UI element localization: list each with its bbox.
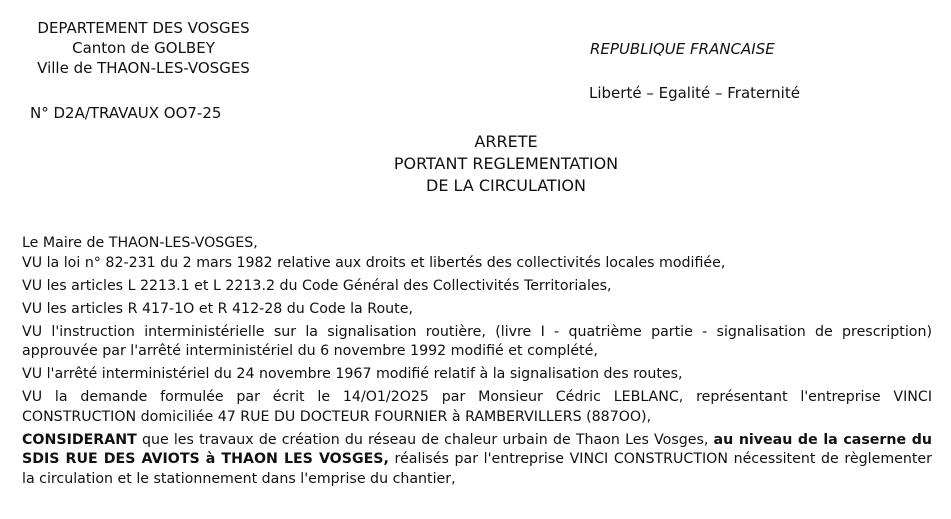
vu-paragraph-6: VU la demande formulée par écrit le 14/O1/2O25 par Monsieur Cédric LEBLANC, représentant l'entreprise VINCI CONSTRUCTION domiciliée 47 RUE DU DOCTEUR FOURNIER à RAMBERVILLERS (887OO),: [22, 389, 932, 425]
document-body: [22, 234, 932, 493]
considerant-location: au niveau de la caserne du SDIS RUE DES AVIOTS à THAON LES VOSGES,: [22, 431, 932, 467]
canton-name: Canton de GOLBEY: [72, 39, 215, 57]
title-line-2: PORTANT REGLEMENTATION: [393, 154, 619, 173]
vu-paragraph-5: VU l'arrêté interministériel du 24 novembre 1967 modifié relatif à la signalisation des routes,: [22, 366, 683, 382]
national-motto: Liberté – Egalité – Fraternité: [589, 84, 800, 102]
title-line-3: DE LA CIRCULATION: [426, 176, 586, 195]
department-name: DEPARTEMENT DES VOSGES: [37, 19, 250, 37]
vu-paragraph-4: VU l'instruction interministérielle sur la signalisation routière, (livre I - quatrième partie - signalisation de prescription) approuvée par l'arrêté interministériel du 6 novembre 1992 modifié et complété,: [22, 323, 932, 359]
vu-paragraph-1: VU la loi n° 82-231 du 2 mars 1982 relative aux droits et libertés des collectivités locales modifiée,: [22, 254, 726, 271]
document-title: [300, 131, 712, 197]
header-left-block: [0, 18, 287, 78]
arrete-number: N° D2A/TRAVAUX OO7-25: [30, 104, 222, 122]
title-line-1: ARRETE: [474, 132, 538, 151]
republique-francaise: REPUBLIQUE FRANCAISE: [590, 40, 775, 58]
considerant-paragraph: [22, 431, 932, 490]
vu-paragraph-3: VU les articles R 417-1O et R 412-28 du Code la Route,: [22, 300, 413, 317]
considerant-keyword: CONSIDERANT: [22, 431, 137, 448]
vu-paragraph-2: VU les articles L 2213.1 et L 2213.2 du Code Général des Collectivités Territoriales,: [22, 277, 612, 294]
considerant-text-1: que les travaux de création du réseau de chaleur urbain de Thaon Les Vosges,: [136, 431, 714, 448]
considerant-text-2: réalisés par l'entreprise VINCI CONSTRUCTION nécessitent de règlementer la circulation et le stationnement dans l'emprise du chantier,: [22, 451, 932, 487]
intro-line: Le Maire de THAON-LES-VOSGES,: [22, 235, 258, 251]
city-name: Ville de THAON-LES-VOSGES: [37, 59, 250, 77]
